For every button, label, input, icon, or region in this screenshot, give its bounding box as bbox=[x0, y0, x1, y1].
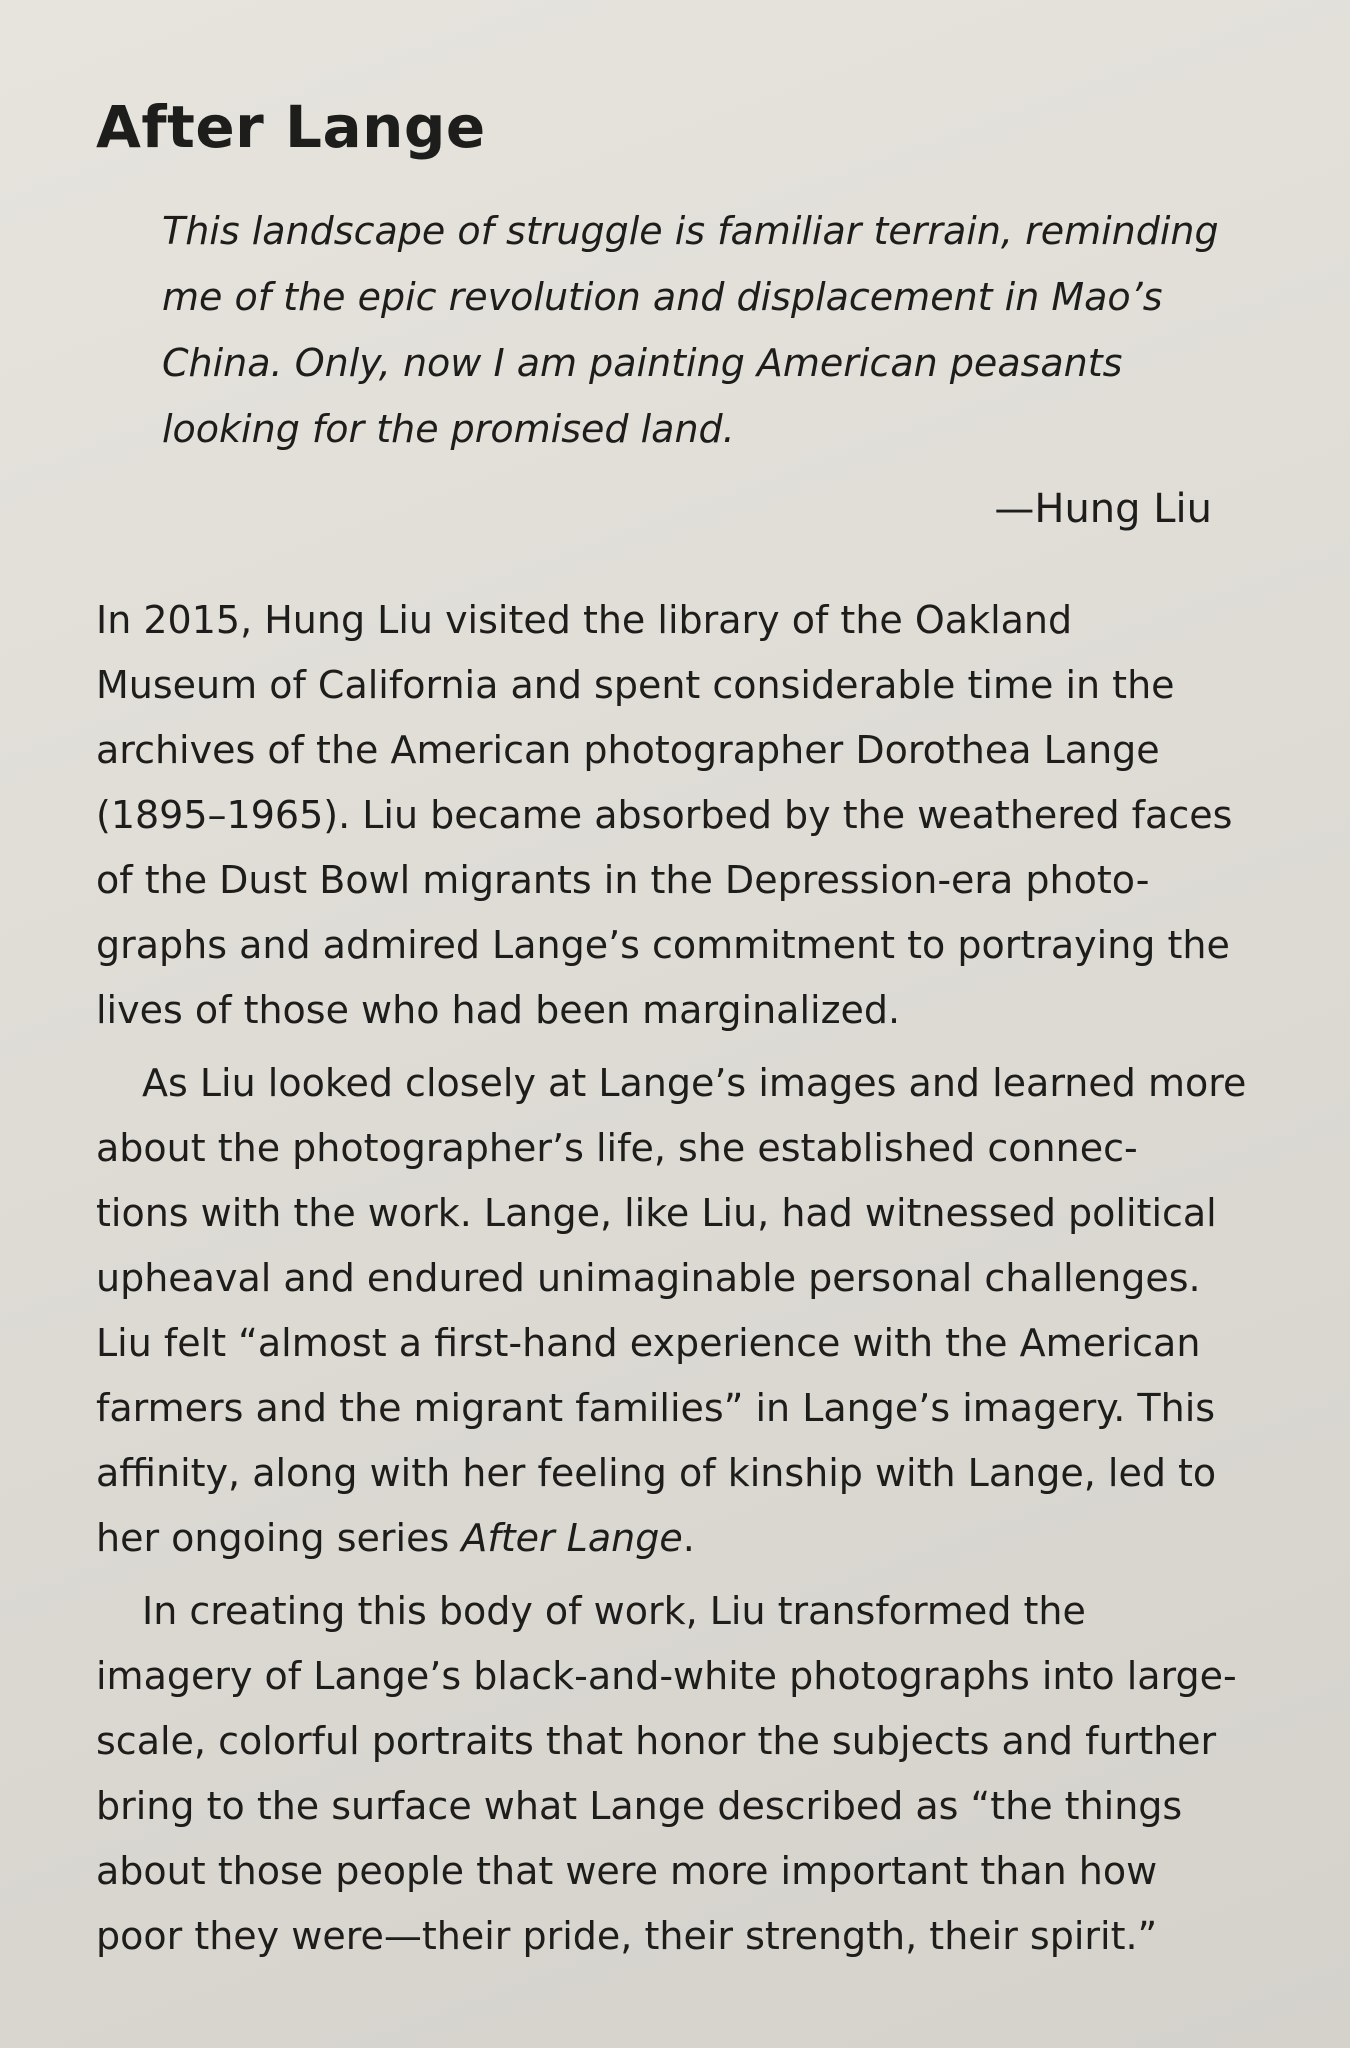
text-line: As Liu looked closely at Lange’s images and learned more bbox=[142, 1061, 1247, 1105]
text-line: affinity, along with her feeling of kinship with Lange, led to bbox=[96, 1451, 1217, 1495]
text-line: In 2015, Hung Liu visited the library of the Oakland bbox=[96, 598, 1073, 642]
text-line: (1895–1965). Liu became absorbed by the weathered faces bbox=[96, 793, 1233, 837]
text-line: Museum of California and spent considerable time in the bbox=[96, 663, 1175, 707]
epigraph-quote bbox=[162, 198, 1222, 544]
paragraph-3 bbox=[96, 1579, 1276, 1969]
text-line: scale, colorful portraits that honor the subjects and further bbox=[96, 1719, 1217, 1763]
text-line: imagery of Lange’s black-and-white photographs into large- bbox=[96, 1654, 1237, 1698]
text-run: . bbox=[682, 1516, 695, 1560]
text-line: poor they were—their pride, their strength, their spirit.” bbox=[96, 1914, 1158, 1958]
page-title: After Lange bbox=[96, 93, 486, 161]
quote-attribution: —Hung Liu bbox=[994, 486, 1212, 532]
quote-line: me of the epic revolution and displacement in Mao’s bbox=[162, 275, 1163, 319]
quote-line: looking for the promised land. bbox=[162, 407, 735, 451]
quote-line: This landscape of struggle is familiar terrain, reminding bbox=[162, 209, 1219, 253]
text-line: farmers and the migrant families” in Lange’s imagery. This bbox=[96, 1386, 1216, 1430]
text-line: archives of the American photographer Dorothea Lange bbox=[96, 728, 1160, 772]
text-run: her ongoing series bbox=[96, 1516, 462, 1560]
text-line: lives of those who had been marginalized. bbox=[96, 988, 901, 1032]
paragraph-1 bbox=[96, 588, 1276, 1043]
text-line: upheaval and endured unimaginable personal challenges. bbox=[96, 1256, 1201, 1300]
text-line: about those people that were more important than how bbox=[96, 1849, 1158, 1893]
text-line: graphs and admired Lange’s commitment to portraying the bbox=[96, 923, 1230, 967]
quote-line: China. Only, now I am painting American peasants bbox=[162, 341, 1123, 385]
paragraph-2 bbox=[96, 1051, 1276, 1571]
text-line: Liu felt “almost a first-hand experience with the American bbox=[96, 1321, 1201, 1365]
series-title: After Lange bbox=[461, 1516, 683, 1560]
wall-text-panel bbox=[96, 92, 1276, 1992]
text-line: of the Dust Bowl migrants in the Depression-era photo- bbox=[96, 858, 1150, 902]
text-line: tions with the work. Lange, like Liu, had witnessed political bbox=[96, 1191, 1217, 1235]
text-line bbox=[96, 1506, 1276, 1571]
text-line: about the photographer’s life, she established connec- bbox=[96, 1126, 1138, 1170]
text-line: bring to the surface what Lange described as “the things bbox=[96, 1784, 1183, 1828]
text-line: In creating this body of work, Liu transformed the bbox=[142, 1589, 1086, 1633]
body-text bbox=[96, 588, 1276, 1969]
